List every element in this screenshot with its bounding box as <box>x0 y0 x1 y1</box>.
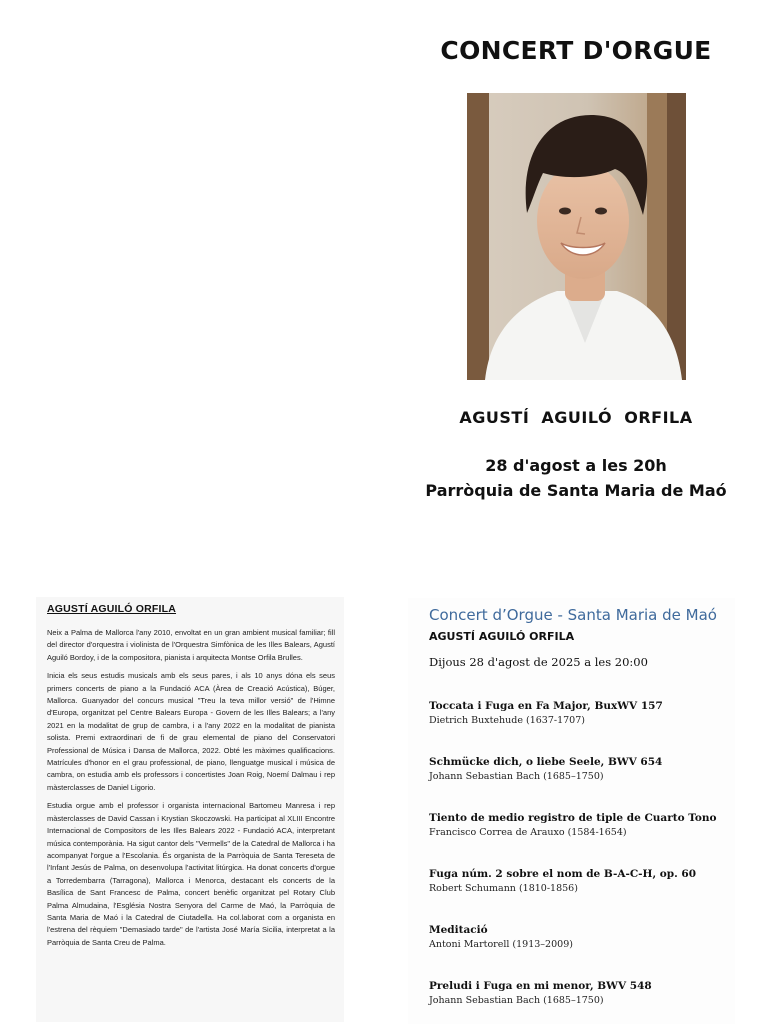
program-piece <box>429 756 725 812</box>
program-date: Dijous 28 d'agost de 2025 a les 20:00 <box>429 655 648 669</box>
program-panel <box>408 598 735 1024</box>
biography-heading: AGUSTÍ AGUILÓ ORFILA <box>47 603 177 615</box>
program-piece <box>429 980 725 1024</box>
piece-title: Schmücke dich, o liebe Seele, BWV 654 <box>429 756 663 768</box>
performer-photo <box>467 93 686 380</box>
program-piece <box>429 812 725 868</box>
program-title: Concert d’Orgue - Santa Maria de Maó <box>429 606 717 624</box>
piece-title: Preludi i Fuga en mi menor, BWV 548 <box>429 980 652 992</box>
piece-composer: Robert Schumann (1810-1856) <box>429 883 578 894</box>
program-piece <box>429 924 725 980</box>
program-piece <box>429 700 725 756</box>
piece-title: Meditació <box>429 924 488 936</box>
biography-paragraph: Inicia els seus estudis musicals amb els seus pares, i als 10 anys dóna els seus primers concerts de piano a la Fundació ACA (Àrea de Creació Acústica), Búger, Mallorca. Guanyador del concurs musical "Treu la teva millor versió" de l'Himne d'Europa, organitzat pel Centre Balears Europa - Govern de les Illes Balears; a l'any 2021 en la modalitat de grup de cambra, i a l'any 2022 en la modalitat de pianista solista. Premi extraordinari de fi de grau elemental de piano del Conservatori Professional de Música i Dansa de Mallorca, 2022. Obté les màximes qualificacions. Matrícules d'honor en el grau professional, de piano, llenguatge musical i música de cambra, on estudia amb els professors i concertistes Joan Roig, Noemí Dalmau i rep màsterclasses de Daniel Ligorio. <box>47 671 335 792</box>
piece-composer: Johann Sebastian Bach (1685–1750) <box>429 771 604 782</box>
piece-composer: Francisco Correa de Arauxo (1584-1654) <box>429 827 627 838</box>
piece-title: Toccata i Fuga en Fa Major, BuxWV 157 <box>429 700 663 712</box>
piece-composer: Johann Sebastian Bach (1685–1750) <box>429 995 604 1006</box>
piece-title: Tiento de medio registro de tiple de Cuarto Tono <box>429 812 717 824</box>
event-date: 28 d'agost a les 20h <box>485 456 667 475</box>
biography-panel <box>36 597 344 1022</box>
biography-paragraph: Neix a Palma de Mallorca l'any 2010, envoltat en un gran ambient musical familiar; fill del director d'orquestra i violinista de l'Orquestra Simfònica de les Illes Balears, Agustí Aguiló Bordoy, i de la compositora, pianista i arquitecta Montse Orfila Brulles. <box>47 628 335 662</box>
biography-paragraph: Estudia orgue amb el professor i organista internacional Bartomeu Manresa i rep màsterclasses de David Cassan i Krystian Skoczowski. Ha participat al XLIII Encontre Internacional de Compositors de les Illes Balears 2022 - Fundació ACA, interpretant música contemporània. Ha sigut cantor dels "Vermells" de la Catedral de Mallorca i ha acompanyat l'orgue a l'Escolania. És organista de la Parròquia de Santa Tereseta de l'Infant Jesús de Palma, on desenvolupa l'activitat litúrgica. Ha donat concerts d'orgue a Torredembarra (Tarragona), Mallorca i Menorca, destacant els concerts de la Basílica de Sant Francesc de Palma, concert benèfic organitzat pel Rotary Club Palma Almudaina, l'Església Nostra Senyora del Carme de Maó, la Parròquia de Santa Maria de Maó i la Catedral de Ciutadella. Ha col.laborat com a organista en l'estrena del rèquiem "Demasiado tarde" de l'artista José María Sicilia, interpretat a la Parròquia de Santa Creu de Palma. <box>47 801 335 947</box>
piece-composer: Dietrich Buxtehude (1637-1707) <box>429 715 585 726</box>
piece-title: Fuga núm. 2 sobre el nom de B-A-C-H, op. 60 <box>429 868 697 880</box>
program-performer: AGUSTÍ AGUILÓ ORFILA <box>429 630 575 643</box>
poster-title: CONCERT D'ORGUE <box>440 36 712 65</box>
program-piece <box>429 868 725 924</box>
performer-name: AGUSTÍ AGUILÓ ORFILA <box>459 408 693 427</box>
piece-composer: Antoni Martorell (1913–2009) <box>429 939 573 950</box>
event-venue: Parròquia de Santa Maria de Maó <box>425 481 727 500</box>
